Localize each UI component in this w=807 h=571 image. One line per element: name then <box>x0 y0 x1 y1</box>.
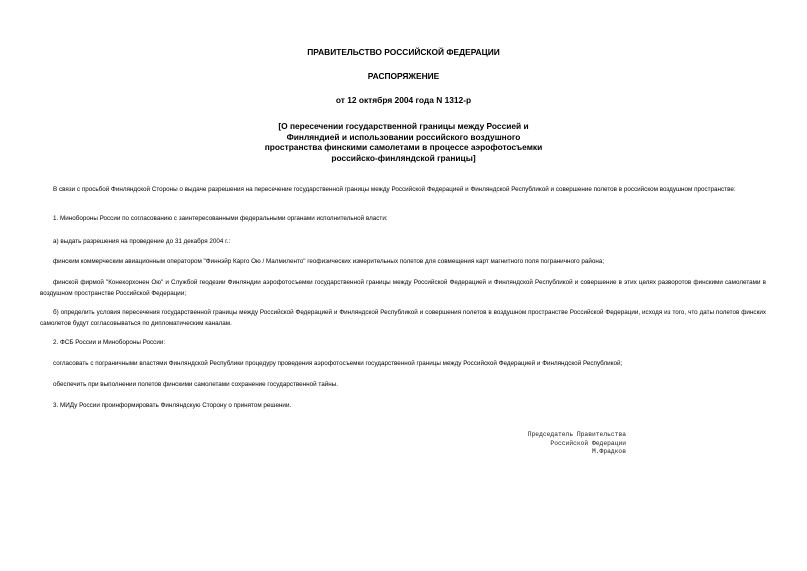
body-paragraph: финской фирмой "Конекорхонен Ою" и Службой геодезии Финляндии аэрофотосъемки государственной границы между Российской Федерацией и Финляндской Республикой и совершение в этих целях разворотов финскими самолетами в воздушном пространстве Российской Федерации; <box>40 279 766 297</box>
subject-line: [О пересечении государственной границы между Россией и <box>278 121 529 131</box>
body-paragraph: 2. ФСБ России и Минобороны России: <box>53 339 166 346</box>
body-paragraph: обеспечить при выполнении полетов финскими самолетами сохранение государственной тайны. <box>53 381 338 388</box>
document-type-heading: РАСПОРЯЖЕНИЕ <box>367 71 440 81</box>
subject-line: Финляндией и использовании российского воздушного <box>286 131 521 142</box>
date-number-line: от 12 октября 2004 года N 1312-р <box>335 95 472 105</box>
signature-name: М.Фрадков <box>591 448 626 456</box>
signature-organization: Российской Федерации <box>550 439 626 447</box>
body-paragraph: согласовать с пограничными властями Финляндской Республики процедуру проведения аэрофотосъемки государственной границы между Российской Федерацией и Финляндской Республикой; <box>53 360 623 367</box>
body-paragraph: финским коммерческим авиационным оператором "Финнэйр Карго Ою / Малмиленто" геофизических измерительных полетов для совмещения карт магнитного поля пограничного района; <box>53 258 605 265</box>
body-paragraph: 1. Минобороны России по согласованию с заинтересованными федеральными органами исполнительной власти: <box>53 215 388 222</box>
subject-line: пространства финскими самолетами в процессе аэрофотосъемки <box>264 142 543 152</box>
document-subject <box>0 121 807 163</box>
body-paragraph: а) выдать разрешения на проведение до 31 декабря 2004 г.: <box>53 238 231 245</box>
subject-line: российско-финляндской границы] <box>331 152 476 163</box>
government-heading: ПРАВИТЕЛЬСТВО РОССИЙСКОЙ ФЕДЕРАЦИИ <box>307 47 500 57</box>
body-paragraph: В связи с просьбой Финляндской Стороны о выдаче разрешения на пересечение государственной границы между Российской Федерацией и Финляндской Республикой и совершение полетов в российском воздушном пространстве: <box>53 186 736 193</box>
body-paragraph: 3. МИДу России проинформировать Финляндскую Сторону о принятом решении. <box>53 402 292 409</box>
signature-block <box>440 431 626 457</box>
body-paragraph: б) определить условия пересечения государственной границы между Российской Федерацией и Финляндской Республикой и совершения полетов в воздушном пространстве Российской Федерации, исходя из того, что даты полетов финских самолетов будут согласовываться по дипломатическим каналам. <box>40 309 766 327</box>
signature-title: Председатель Правительства <box>527 431 626 438</box>
